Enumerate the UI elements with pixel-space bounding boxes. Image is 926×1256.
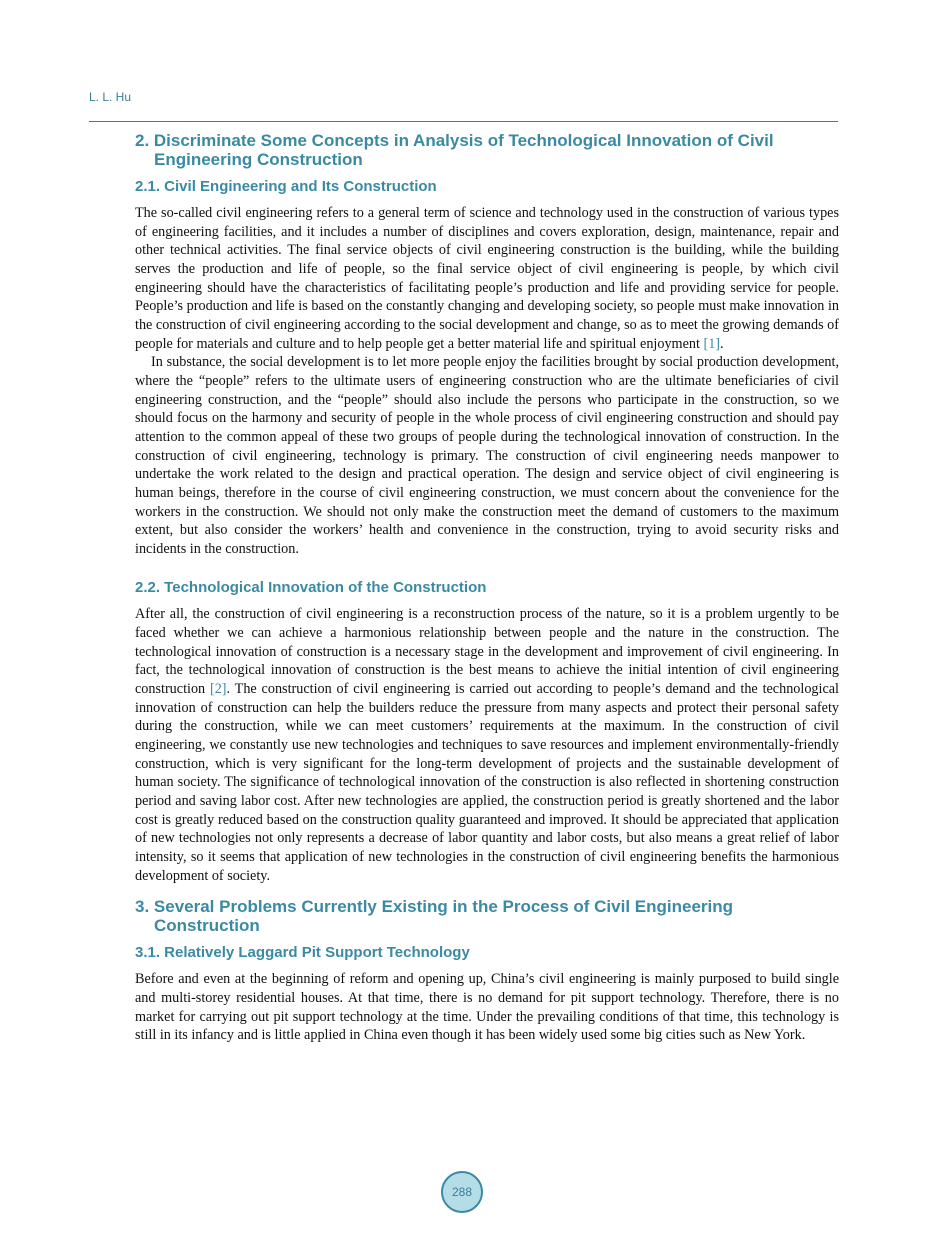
paragraph: In substance, the social development is to let more people enjoy the facilities brought by social production development, where the “people” refers to the ultimate users of engineering construction who are the ultimate beneficiaries of civil engineering construction, and the “people” should also include the persons who participate in the construction, so we should focus on the harmony and security of people in the whole process of civil engineering construction and should pay attention to the common appeal of these two groups of people during the technological innovation of construction. In the construction of civil engineering, technology is primary. The construction of civil engineering needs manpower to undertake the work related to the design and practical operation. The design and service object of civil engineering is human beings, therefore in the course of civil engineering construction, we must concern about the convenience for the workers in the construction. We should not only make the construction meet the demand of customers to the maximum extent, but also consider the workers’ health and convenience in the construction, trying to avoid security risks and incidents in the construction. bbox=[135, 354, 839, 557]
section-2-2-heading: 2.2. Technological Innovation of the Construction bbox=[135, 579, 487, 597]
section-3-1-heading: 3.1. Relatively Laggard Pit Support Technology bbox=[135, 944, 470, 962]
page-content bbox=[135, 131, 839, 1045]
header-rule bbox=[89, 121, 838, 122]
running-header-author: L. L. Hu bbox=[89, 90, 132, 104]
section-3-heading: 3. Several Problems Currently Existing in the Process of Civil Engineering Construction bbox=[135, 897, 734, 936]
paragraph bbox=[135, 605, 839, 885]
paragraph-text: . bbox=[720, 335, 724, 352]
paragraph-text: After all, the construction of civil engineering is a reconstruction process of the nature, so it is a problem urgently to be faced whether we can achieve a harmonious relationship between people and the nature in the construction. The technological innovation of construction is a necessary stage in the development and improvement of civil engineering. In fact, the technological innovation of construction is the best means to achieve the initial intention of civil engineering construction bbox=[135, 606, 839, 698]
paragraph: Before and even at the beginning of reform and opening up, China’s civil engineering is mainly purposed to build single and multi-storey residential houses. At that time, there is no demand for pit support technology. Therefore, there is no market for carrying out pit support technology at the time. Under the prevailing conditions of that time, this technology is still in its infancy and is little applied in China even though it has been widely used some big cities such as New York. bbox=[135, 971, 839, 1044]
paragraph-text: The so-called civil engineering refers to a general term of science and technology used in the construction of various types of engineering facilities, and it includes a number of disciplines and covers exploration, design, maintenance, repair and other technical activities. The final service objects of civil engineering construction is the building, while the building serves the production and life of people, so the final service object of civil engineering is people, by which civil engineering should have the characteristics of facilitating people’s production and life and providing service for people. People’s production and life is based on the constantly changing and developing society, so people must make innovation in the construction of civil engineering according to the social development and change, so as to meet the growing demands of people for materials and culture and to help people get a better material life and spiritual enjoyment bbox=[135, 205, 839, 352]
paragraph bbox=[135, 204, 839, 353]
paragraph-text: . The construction of civil engineering is carried out according to people’s demand and the technological innovation of construction can help the builders reduce the pressure from many aspects and protect their personal safety during the construction, while we can meet customers’ requirements at the maximum. In the construction of civil engineering, we constantly use new technologies and techniques to save resources and implement environmentally-friendly construction, which is very significant for the long-term development of projects and the sustainable development of human society. The significance of technological innovation of the construction is also reflected in shortening construction period and saving labor cost. After new technologies are applied, the construction period is greatly shortened and the labor cost is greatly reduced based on the construction quality guaranteed and improved. It should be appreciated that application of new technologies not only represents a decrease of labor quantity and labor costs, but also means a great relief of labor intensity, so it seems that application of new technologies in the construction of civil engineering benefits the harmonious development of society. bbox=[135, 681, 839, 884]
citation-link[interactable]: [1] bbox=[703, 335, 721, 352]
section-2-heading: 2. Discriminate Some Concepts in Analysis of Technological Innovation of Civil Engineering Construction bbox=[135, 131, 774, 169]
page-number-badge: 288 bbox=[441, 1171, 483, 1213]
citation-link[interactable]: [2] bbox=[209, 681, 227, 698]
section-2-1-heading: 2.1. Civil Engineering and Its Construction bbox=[135, 178, 437, 195]
